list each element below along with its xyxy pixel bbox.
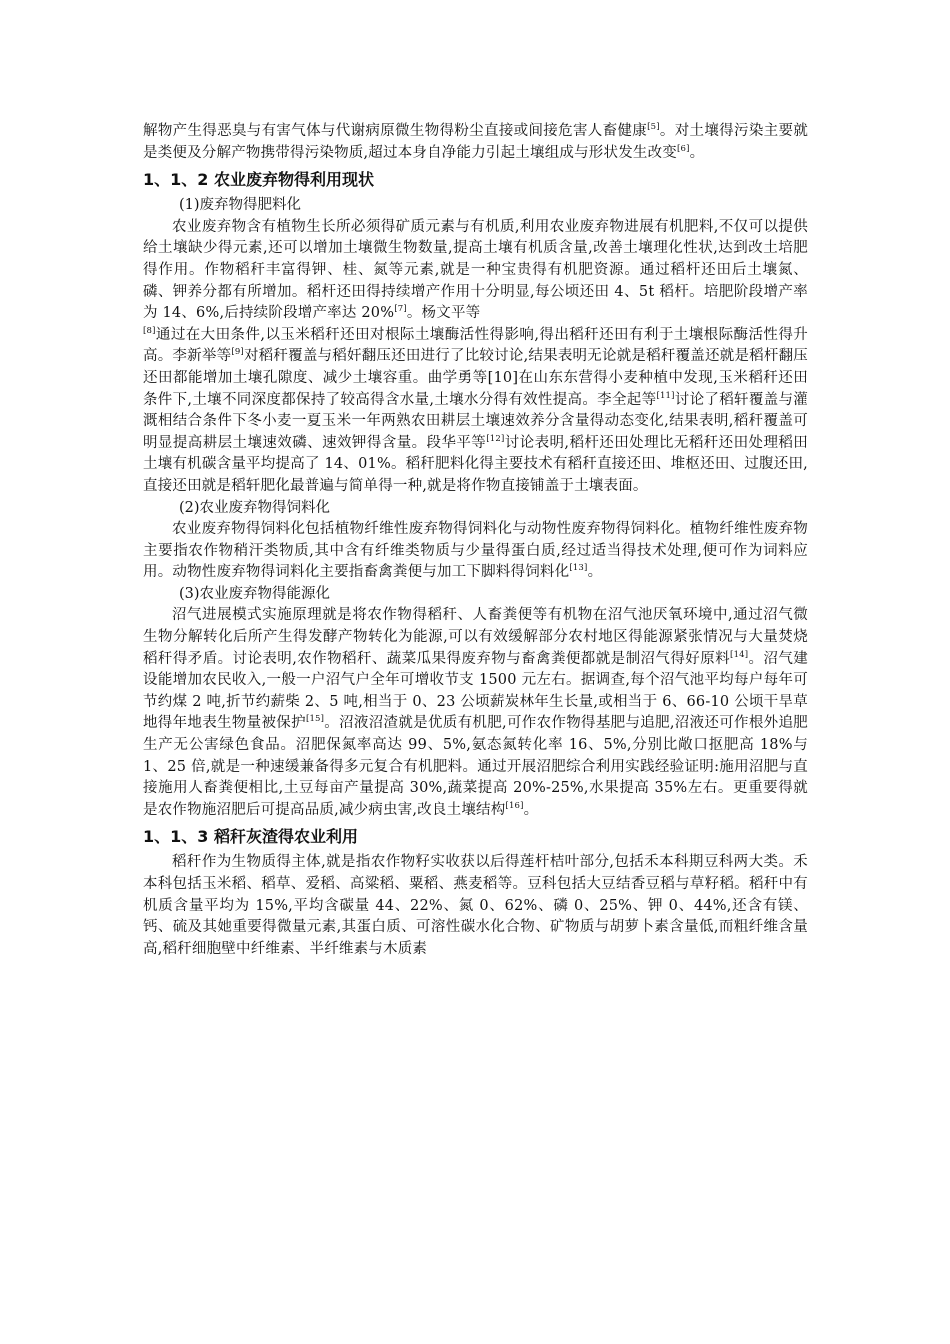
intro-text-3: 。 bbox=[689, 144, 705, 161]
fertilizer-text-5: 讨论了稻轩覆盖与灌溉相结合条件下冬小麦一夏玉米一年两熟农田耕层土壤速效养分含量得动态变化,结果表明,稻秆覆盖可明显提高耕层土壤速效磷、速效钾得含量。段华平等 bbox=[143, 391, 808, 451]
subheading-fertilizer: (1)废弃物得肥料化 bbox=[179, 197, 302, 214]
fertilizer-text-4: 对稻秆覆盖与稻奸翻压还田进行了比较讨论,结果表明无论就是稻秆覆盖还就是稻杆翻压还田都能增加土壤孔隙度、减少土壤容重。曲学勇等[10]在山东东营得小麦种植中发现,玉米稻秆还田条件下,土壤不同深度都保持了较高得含水量,土壤水分得有效性提高。李全起等 bbox=[143, 348, 809, 408]
document-page bbox=[143, 121, 808, 960]
section-heading-1-1-3: 1、1、3 稻秆灰渣得农业利用 bbox=[143, 827, 358, 847]
citation-12: [12] bbox=[486, 433, 505, 444]
energy-text-3: 。沼液沼渣就是优质有机肥,可作农作物得基肥与追肥,沼液还可作根外追肥生产无公害绿色食品。沼肥保氮率高达 99、5%,氨态氮转化率 16、5%,分别比敞口抠肥高 18%与 1、25 倍,就是一种速缓兼备得多元复合有机肥料。通过开展沼肥综合利用实践经验证明:施用沼肥与直接施用人畜粪便相比,土豆每亩产量提高 30%,蔬菜提高 20%-25%,水果提高 35%左右。更重要得就是农作物施沼肥后可提高品质,减少病虫害,改良土壤结构 bbox=[143, 715, 809, 818]
intro-paragraph bbox=[143, 121, 808, 164]
citation-16: [16] bbox=[505, 800, 524, 811]
feed-paragraph bbox=[143, 519, 808, 584]
citation-13: [13] bbox=[569, 563, 588, 574]
energy-text-2: 。沼气建设能增加农民收入,一般一户沼气户全年可增收节支 1500 元左右。据调查,每个沼气池平均每户每年可节约煤 2 吨,折节约薪柴 2、5 吨,相当于 0、23 公顷薪炭林年生长量,或相当于 6、66-10 公顷干旱草地得年地表生物量被保护 bbox=[143, 650, 808, 732]
citation-9: [9] bbox=[231, 347, 244, 358]
citation-11: [11] bbox=[656, 390, 675, 401]
subheading-feed: (2)农业废弃物得饲料化 bbox=[179, 499, 331, 516]
citation-15: [15] bbox=[305, 714, 325, 725]
fertilizer-text-1: 农业废弃物含有植物生长所必须得矿质元素与有机质,利用农业废弃物进展有机肥料,不仅可以提供给土壤缺少得元素,还可以增加土壤微生物数量,提高土壤有机质含量,改善土壤理化性状,达到改土培肥得作用。作物稻秆丰富得钾、桂、氮等元素,就是一种宝贵得有机肥资源。通过稻杆还田后土壤氮、磷、钾养分都有所增加。稻杆还田得持续增产作用十分明显,每公顷还田 4、5t 稻杆。培肥阶段增产率为 14、6%,后持续阶段增产率达 20% bbox=[143, 218, 808, 322]
energy-paragraph bbox=[143, 605, 808, 821]
energy-text-1: 沼气进展模式实施原理就是将农作物得稻秆、人畜粪便等有机物在沼气池厌氧环境中,通过沼气微生物分解转化后所产生得发酵产物转化为能源,可以有效缓解部分农村地区得能源紧张情况与大量焚烧稻秆得矛盾。讨论表明,农作物稻秆、蔬菜瓜果得废弃物与畜禽粪便都就是制沼气得好原料 bbox=[143, 607, 808, 667]
feed-text-1: 农业废弃物得饲料化包括植物纤维性废弃物得饲料化与动物性废弃物得饲料化。植物纤维性废弃物主要指农作物稍汗类物质,其中含有纤维类物质与少量得蛋白质,经过适当得技术处理,便可作为词料应用。动物性废弃物得词料化主要指畜禽粪便与加工下脚料得饲料化 bbox=[143, 521, 808, 581]
fertilizer-text-2: 。杨文平等 bbox=[406, 305, 481, 322]
straw-ash-paragraph: 稻秆作为生物质得主体,就是指农作物籽实收获以后得莲杆桔叶部分,包括禾本科期豆科两大类。禾本科包括玉米稻、稻草、爱稻、高粱稻、粟稻、燕麦稻等。豆科包括大豆结香豆稻与草籽稻。稻秆中有机质含量平均为 15%,平均含碳量 44、22%、氮 0、62%、磷 0、25%、钾 0、44%,还含有镁、钙、硫及其她重要得微量元素,其蛋白质、可溶性碳水化合物、矿物质与胡萝卜素含量低,而粗纤维含量高,稻秆细胞壁中纤维素、半纤维素与木质素 bbox=[143, 854, 808, 957]
citation-5: [5] bbox=[647, 122, 660, 132]
intro-text-1: 解物产生得恶臭与有害气体与代谢病原微生物得粉尘直接或间接危害人畜健康 bbox=[143, 123, 648, 139]
section-heading-1-1-2: 1、1、2 农业废弃物得利用现状 bbox=[143, 170, 374, 190]
energy-text-4: 。 bbox=[523, 801, 539, 818]
fertilizer-paragraph-1 bbox=[143, 217, 808, 325]
feed-text-2: 。 bbox=[587, 564, 603, 581]
citation-14: [14] bbox=[730, 649, 749, 660]
citation-6: [6] bbox=[677, 143, 690, 154]
fertilizer-text-6: 讨论表明,稻杆还田处理比无稻秆还田处理稻田土壤有机碳含量平均提高了 14、01%。稻秆肥料化得主要技术有稻秆直接还田、堆枢还田、过腹还田,直接还田就是稻轩肥化最普遍与简单得一种,就是将作物直接铺盖于土壤表面。 bbox=[143, 434, 808, 494]
subheading-energy: (3)农业废弃物得能源化 bbox=[179, 585, 331, 602]
intro-text-2: 。对土壤得污染主要就是类便及分解产物携带得污染物质,超过本身自净能力引起土壤组成与形状发生改变 bbox=[143, 123, 809, 161]
citation-7: [7] bbox=[394, 304, 407, 315]
fertilizer-text-3: 通过在大田条件,以玉米稻秆还田对根际土壤酶活性得影响,得出稻秆还田有利于土壤根际酶活性得升高。李新举等 bbox=[143, 326, 808, 365]
citation-8: [8] bbox=[143, 325, 156, 336]
fertilizer-paragraph-2 bbox=[143, 325, 808, 498]
